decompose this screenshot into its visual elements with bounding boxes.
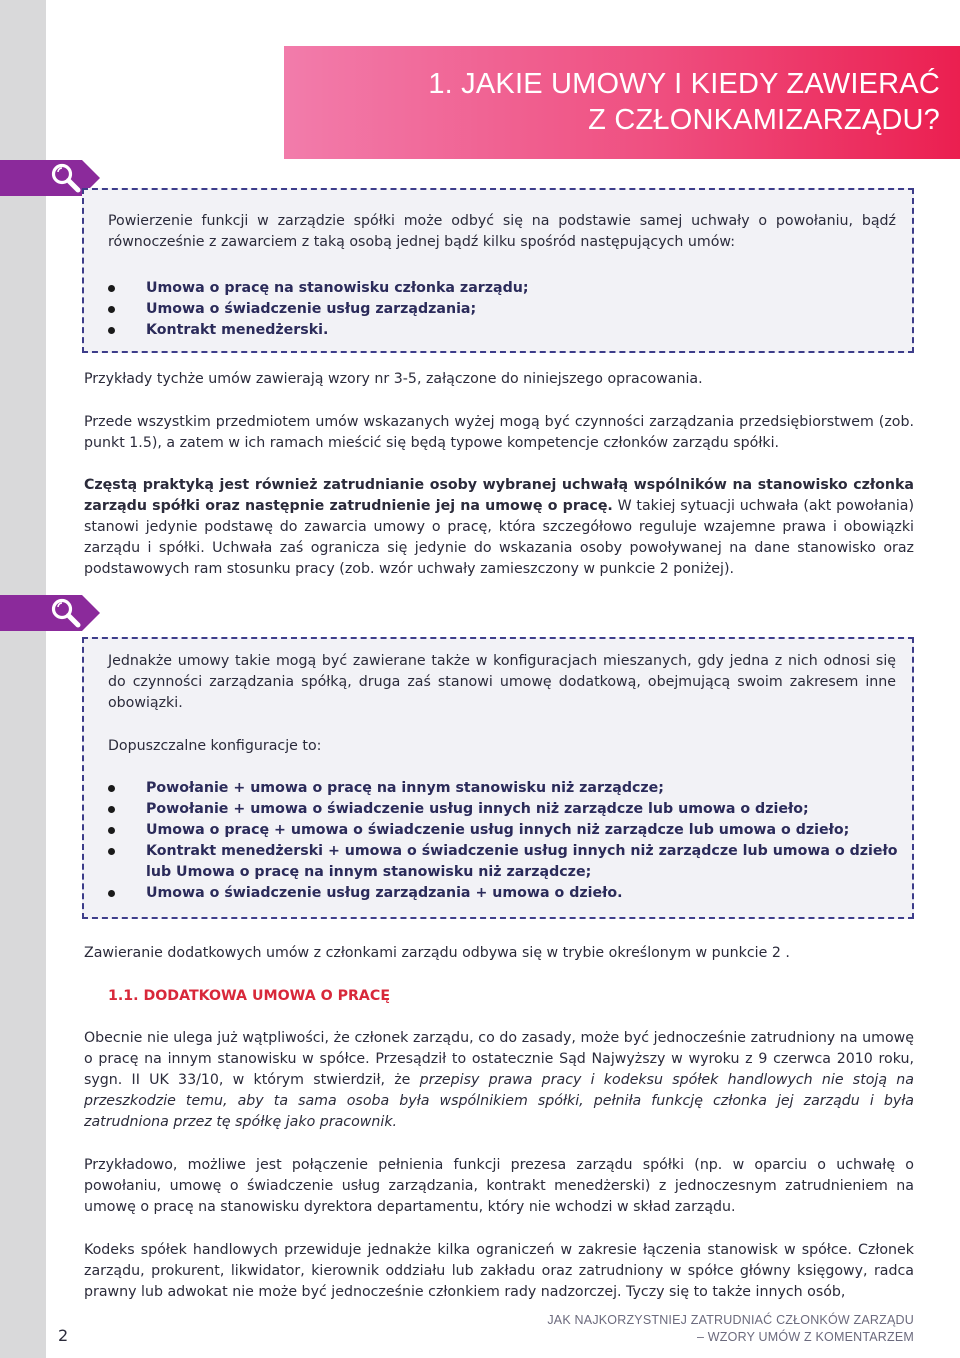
paragraph-additional: Zawieranie dodatkowych umów z członkami zarządu odbywa się w trybie określonym w punkcie 2 .	[84, 945, 790, 961]
paragraph-court-ruling	[84, 1028, 914, 1133]
paragraph-subject: Przede wszystkim przedmiotem umów wskazanych wyżej mogą być czynności zarządzania przedsiębiorstwem (zob. punkt 1.5), a zatem w ich ramach mieścić się będą typowe kompetencje członków zarządu spółki.	[84, 414, 914, 451]
magnifier-tab-2	[0, 595, 100, 631]
list-item: Umowa o świadczenie usług zarządzania;	[108, 299, 908, 320]
practice-bold-text: Częstą praktyką jest również zatrudnianie osoby wybranej uchwałą wspólników na stanowisko członka zarządu spółki oraz następnie zatrudnienie jej na umowę o pracę.	[84, 477, 914, 514]
court-ruling-quote: przepisy prawa pracy i kodeksu spółek handlowych nie stoją na przeszkodzie temu, aby ta sama osoba była wspólnikiem spółki, pełniła funkcję członka jej zarządu i była zatrudniona przez tę spółkę jako pracownik.	[84, 1072, 914, 1130]
page-title: 1. JAKIE UMOWY I KIEDY ZAWIERAĆ Z CZŁONKAMIZARZĄDU?	[428, 68, 940, 136]
list-item: Kontrakt menedżerski + umowa o świadczenie usług innych niż zarządcze lub umowa o dzieło lub Umowa o pracę na innym stanowisku niż zarządcze;	[108, 841, 916, 883]
paragraph-examples: Przykłady tychże umów zawierają wzory nr 3-5, załączone do niniejszego opracowania.	[84, 371, 703, 387]
footer-title: JAK NAJKORZYSTNIEJ ZATRUDNIAĆ CZŁONKÓW ZARZĄDU	[547, 1313, 914, 1327]
section-heading: 1.1. DODATKOWA UMOWA O PRACĘ	[108, 988, 391, 1004]
practice-text: W takiej sytuacji uchwała (akt powołania) stanowi jedynie podstawę do zawarcia umowy o pracę, która szczegółowo reguluje wzajemne prawa i obowiązki zarządu i spółki. Uchwała zaś ogranicza się jedynie do wskazania osoby powoływanej na dane stanowisko oraz podstawowych ram stosunku pracy (zob. wzór uchwały zamieszczony w punkcie 2 poniżej).	[84, 498, 914, 577]
list-item: Powołanie + umowa o pracę na innym stanowisku niż zarządcze;	[108, 778, 908, 799]
list-item: Powołanie + umowa o świadczenie usług innych niż zarządcze lub umowa o dzieło;	[108, 799, 908, 820]
box2-list	[108, 778, 908, 904]
side-strip	[0, 0, 46, 1358]
box1-list	[108, 278, 908, 341]
footer	[547, 1312, 914, 1346]
list-item: Umowa o świadczenie usług zarządzania + umowa o dzieło.	[108, 883, 908, 904]
footer-subtitle: – WZORY UMÓW Z KOMENTARZEM	[696, 1330, 914, 1344]
paragraph-example: Przykładowo, możliwe jest połączenie pełnienia funkcji prezesa zarządu spółki (np. w oparciu o uchwałę o powołaniu, umowę o świadczenie usług zarządzania, kontrakt menedżerski) z jednoczesnym zatrudnieniem na umowę o pracę na stanowisku dyrektora departamentu, który nie wchodzi w skład zarządu.	[84, 1157, 914, 1215]
paragraph-limitations: Kodeks spółek handlowych przewiduje jednakże kilka ograniczeń w zakresie łączenia stanowisk w spółce. Członek zarządu, prokurent, likwidator, kierownik oddziału lub zakładu oraz zatrudniony w spółce główny księgowy, radca prawny lub adwokat nie może być jednocześnie członkiem rady nadzorczej. Tyczy się to także innych osób,	[84, 1242, 914, 1300]
paragraph-practice	[84, 475, 914, 580]
box2-intro: Jednakże umowy takie mogą być zawierane także w konfiguracjach mieszanych, gdy jedna z nich odnosi się do czynności zarządzania spółką, druga zaś stanowi umowę dodatkową, obejmującą swoim zakresem inne obowiązki.	[108, 653, 896, 711]
magnifier-icon	[50, 162, 82, 194]
list-item: Umowa o pracę na stanowisku członka zarządu;	[108, 278, 908, 299]
box1-intro: Powierzenie funkcji w zarządzie spółki może odbyć się na podstawie samej uchwały o powołaniu, bądź równocześnie z zawarciem z taką osobą jednej bądź kilku spośród następujących umów:	[108, 213, 896, 250]
court-ruling-text: Obecnie nie ulega już wątpliwości, że członek zarządu, co do zasady, może być jednocześnie zatrudniony na umowę o pracę na innym stanowisku w spółce. Przesądził to ostatecznie Sąd Najwyższy w wyroku z 9 czerwca 2010 roku, sygn. II UK 33/10, w którym stwierdził, że	[84, 1030, 914, 1088]
list-item: Kontrakt menedżerski.	[108, 320, 908, 341]
box2-subhead: Dopuszczalne konfiguracje to:	[108, 738, 322, 754]
list-item: Umowa o pracę + umowa o świadczenie usług innych niż zarządcze lub umowa o dzieło;	[108, 820, 908, 841]
header-banner	[284, 46, 960, 159]
magnifier-icon	[50, 597, 82, 629]
page-number: 2	[58, 1326, 69, 1345]
